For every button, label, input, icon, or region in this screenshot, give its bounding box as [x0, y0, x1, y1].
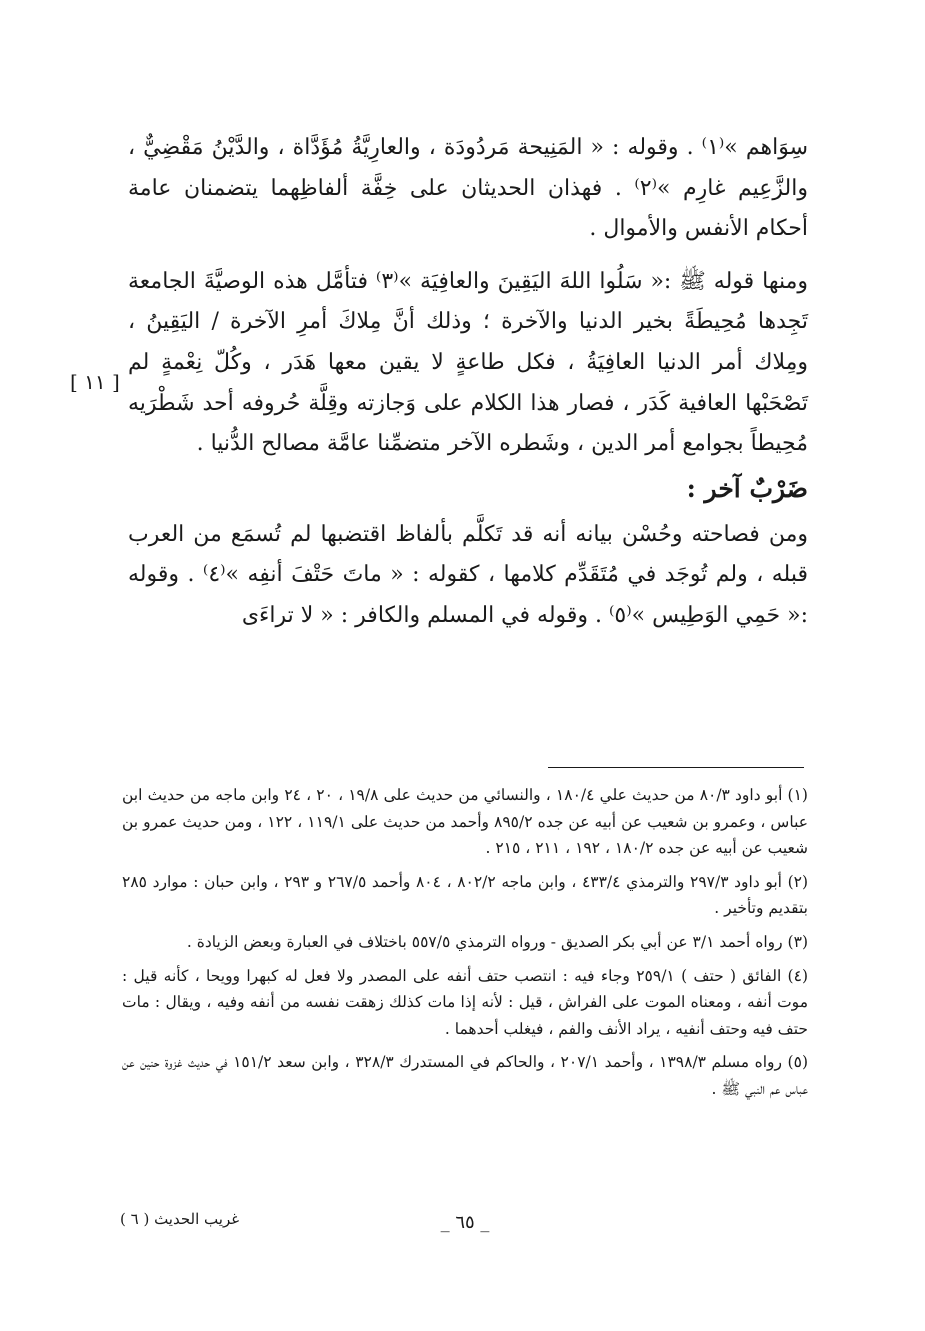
footnote-4: (٤) الفائق ( حتف ) ٢٥٩/١ وجاء فيه : انتصب حتف أنفه على المصدر ولا فعل له كبهرا وويحا ، كأنه قيل : موت أنفه ، ومعناه الموت على الفراش ، قيل : لأنه إذا مات كذلك زهقت نفسه من أنفه وفيه ، ويقال : مات حتف فيه وحتف أنفيه ، يراد الأنف والفم ، فيغلب أحدهما . — [122, 966, 808, 1038]
footnote-3: (٣) رواه أحمد ٣/١ عن أبي بكر الصديق - ورواه الترمذي ٥٥٧/٥ باختلاف في العبارة وبعض الزيادة . — [186, 932, 808, 951]
paragraph-1: سِوَاهم »⁽١⁾ . وقوله : « المَنِيحة مَردُودَة ، والعارِيَّةُ مُؤَدَّاة ، والدَّيْنُ مَقْضِيٌّ ، والزَّعِيم غارِم »⁽٢⁾ . فهذان الحديثان على خِفَّة ألفاظِهما يتضمنان عامة أحكام الأنفس والأموال . — [128, 135, 808, 242]
footnote-1: (١) أبو داود ٨٠/٣ من حديث علي ١٨٠/٤ ، والنسائي من حديث على ١٩/٨ ، ٢٠ ، ٢٤ وابن ماجه من حديث ابن عباس ، وعمرو بن شعيب عن أبيه عن جده ٨٩٥/٢ وأحمد من حديث على ١١٩/١ ، ١٢٢ ، ومن حديث عمرو بن شعيب عن أبيه عن جده ١٨٠/٢ ، ١٩٢ ، ٢١١ ، ٢١٥ . — [122, 786, 809, 858]
footnote-separator — [548, 767, 804, 768]
margin-page-reference: [ ١١ ] — [70, 370, 120, 394]
footnote-5: (٥) رواه مسلم ١٣٩٨/٣ ، وأحمد ٢٠٧/١ ، والحاكم في المستدرك ٣٢٨/٣ ، وابن سعد ١٥١/٢ في حديث غزوة حنين عن عباس عم النبي ﷺ . — [122, 1053, 808, 1098]
paragraph-3: ومن فصاحته وحُسْن بيانه أنه قد تَكلَّم بألفاظ اقتضبها لم تُسمَع من العرب قبله ، ولم تُوجَد في مُتَقَدِّم كلامها ، كقوله : « ماتَ حَتْفَ أنفِه »⁽٤⁾ . وقوله :« حَمِي الوَطِيس »⁽٥⁾ . وقوله في المسلم والكافر : « لا تراءَى — [128, 521, 808, 628]
page-number: _ ٦٥ _ — [440, 1212, 490, 1233]
paragraph-2: ومنها قوله ﷺ :« سَلُوا اللهَ اليَقِينَ والعافِيَة »⁽٣⁾ فتأمَّل هذه الوصيَّةَ الجامعة تَجِدها مُحِيطَةً بخير الدنيا والآخرة ؛ وذلك أنَّ مِلاكَ أمرِ الآخرة / اليَقِينُ ، ومِلاك أمر الدنيا العافِيَةُ ، فكل طاعةٍ لا يقين معها هَدَر ، وكُلّ نِعْمةٍ لم تَصْحَبْها العافية كَدَر ، فصار هذا الكلام على وَجازته وقِلَّة حُروفه أحد شَطْرَيه مُحِيطاً بجوامع أمر الدين ، وشَطره الآخر متضمِّنا عامَّة مصالح الدُّنيا . — [128, 268, 809, 457]
section-heading: ضَرْبٌ آخر : — [686, 473, 808, 503]
book-signature: غريب الحديث ( ٦ ) — [120, 1210, 240, 1228]
main-text — [128, 128, 808, 637]
footnote-2: (٢) أبو داود ٢٩٧/٣ والترمذي ٤٣٣/٤ ، وابن ماجه ٨٠٢/٢ ، ٨٠٤ وأحمد ٢٦٧/٥ و ٢٩٣ ، وابن حبان : موارد ٢٨٥ بتقديم وتأخير . — [122, 872, 809, 918]
footnotes — [122, 782, 808, 1110]
